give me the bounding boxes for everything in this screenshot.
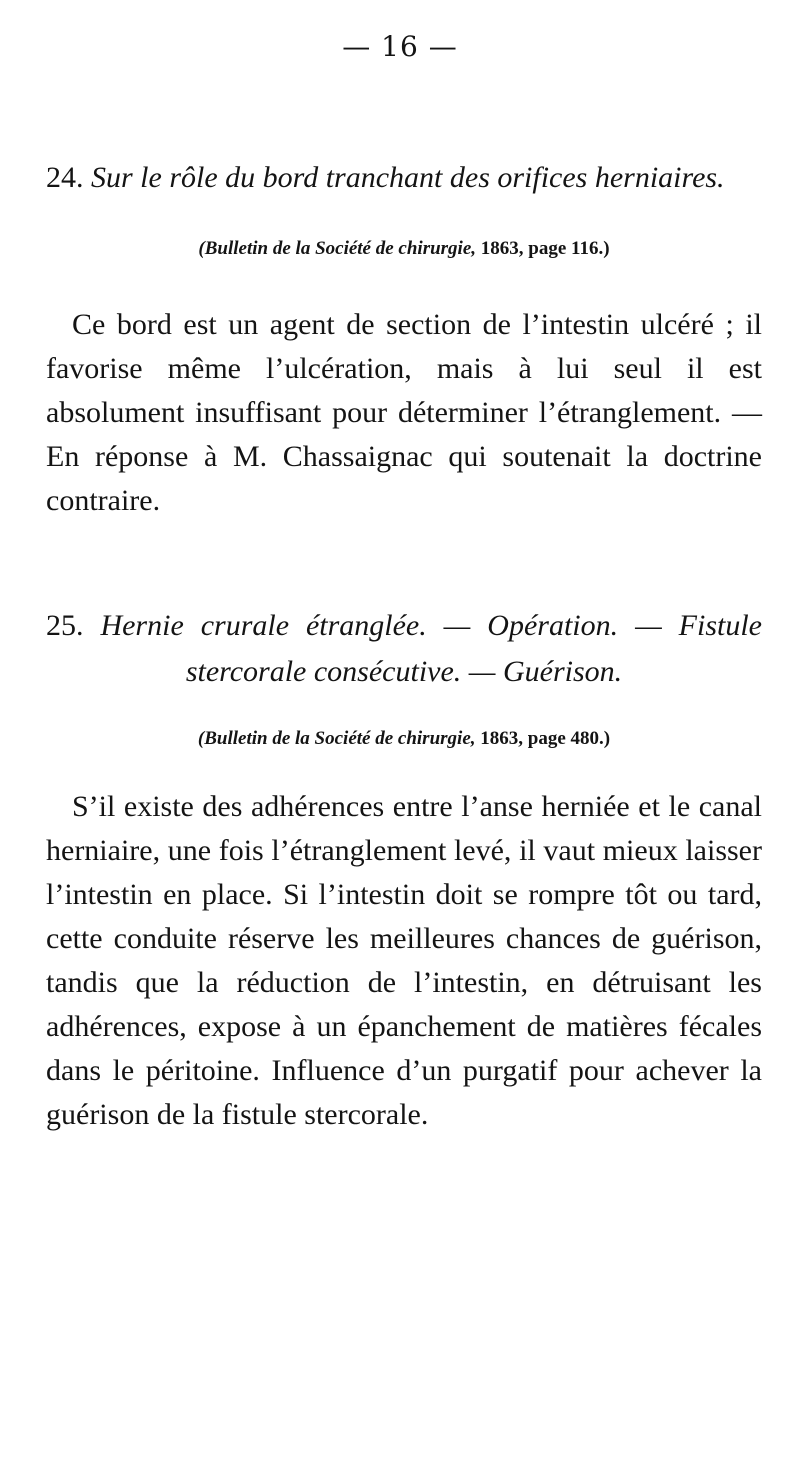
reference-source: (Bulletin de la Société de chirurgie, bbox=[197, 728, 476, 749]
entry-25-body: S’il existe des adhérences entre l’anse herniée et le canal herniaire, une fois l’étranglement levé, il vaut mieux laisser l’intestin en place. Si l’intestin doit se rompre tôt ou tard, cette conduite réserve les meilleures chances de guérison, tandis que la réduction de l’intestin, en détruisant les adhérences, expose à un épanchement de matières fécales dans le péritoine. Influence d’un purgatif pour achever la guérison de la fistule stercorale. bbox=[46, 790, 762, 1131]
entry-number: 24. bbox=[46, 161, 84, 194]
entry-25-reference bbox=[46, 728, 762, 750]
reference-page: 1863, page 480.) bbox=[480, 728, 611, 749]
entry-25-heading bbox=[46, 603, 762, 695]
entry-24-heading bbox=[46, 155, 762, 201]
reference-page: 1863, page 116.) bbox=[480, 238, 610, 259]
entry-title: Sur le rôle du bord tranchant des orifices herniaires. bbox=[91, 161, 725, 194]
entry-number: 25. bbox=[46, 609, 84, 642]
entry-title: Hernie crurale étranglée. — Opération. — Fistule stercorale consécutive. — Guérison. bbox=[100, 609, 762, 688]
entry-24-body: Ce bord est un agent de section de l’intestin ulcéré ; il favorise même l’ulcération, mais à lui seul il est absolument insuffisant pour déterminer l’étranglement. — En réponse à M. Chassaignac qui soutenait la doctrine contraire. bbox=[46, 308, 762, 517]
entry-24-reference bbox=[46, 238, 762, 260]
page-number: — 16 — bbox=[342, 30, 458, 63]
reference-source: (Bulletin de la Société de chirurgie, bbox=[198, 238, 477, 259]
